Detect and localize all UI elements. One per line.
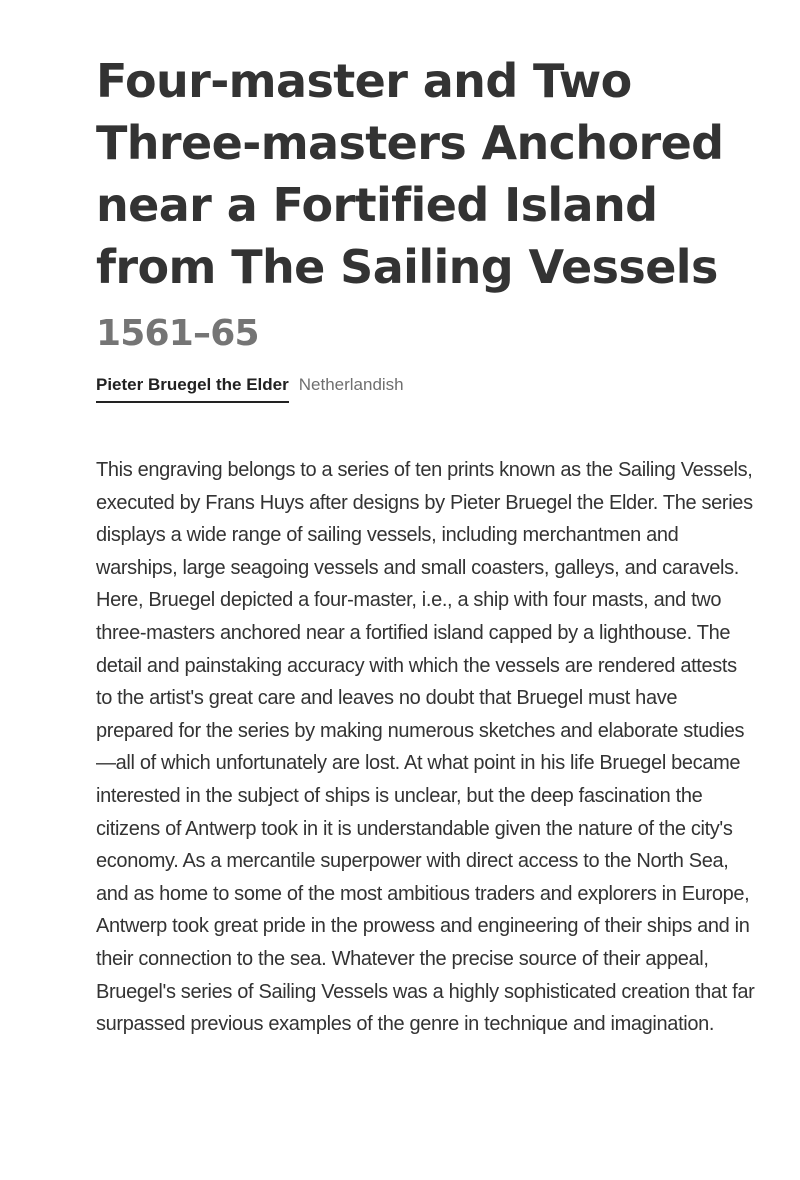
artist-name-link[interactable]: Pieter Bruegel the Elder [96,374,289,403]
artist-row [96,374,756,404]
artwork-description: This engraving belongs to a series of ten prints known as the Sailing Vessels, executed by Frans Huys after designs by Pieter Bruegel the Elder. The series displays a wide range of sailing vessels, including merchantmen and warships, large seagoing vessels and small coasters, galleys, and caravels. Here, Bruegel depicted a four-master, i.e., a ship with four masts, and two three-masters anchored near a fortified island capped by a lighthouse. The detail and painstaking accuracy with which the vessels are rendered attests to the artist's great care and leaves no doubt that Bruegel must have prepared for the series by making numerous sketches and elaborate studies—all of which unfortunately are lost. At what point in his life Bruegel became interested in the subject of ships is unclear, but the deep fascination the citizens of Antwerp took in it is understandable given the nature of the city's economy. As a mercantile superpower with direct access to the North Sea, and as home to some of the most ambitious traders and explorers in Europe, Antwerp took great pride in the prowess and engineering of their ships and in their connection to the sea. Whatever the precise source of their appeal, Bruegel's series of Sailing Vessels was a highly sophisticated creation that far surpassed previous examples of the genre in technique and imagination. [96,459,755,1036]
artwork-detail [96,50,756,1061]
artwork-date: 1561–65 [96,313,259,354]
artwork-title: Four-master and Two Three-masters Anchored near a Fortified Island from The Sailing Vessels [96,54,724,294]
artist-nationality: Netherlandish [298,375,404,394]
